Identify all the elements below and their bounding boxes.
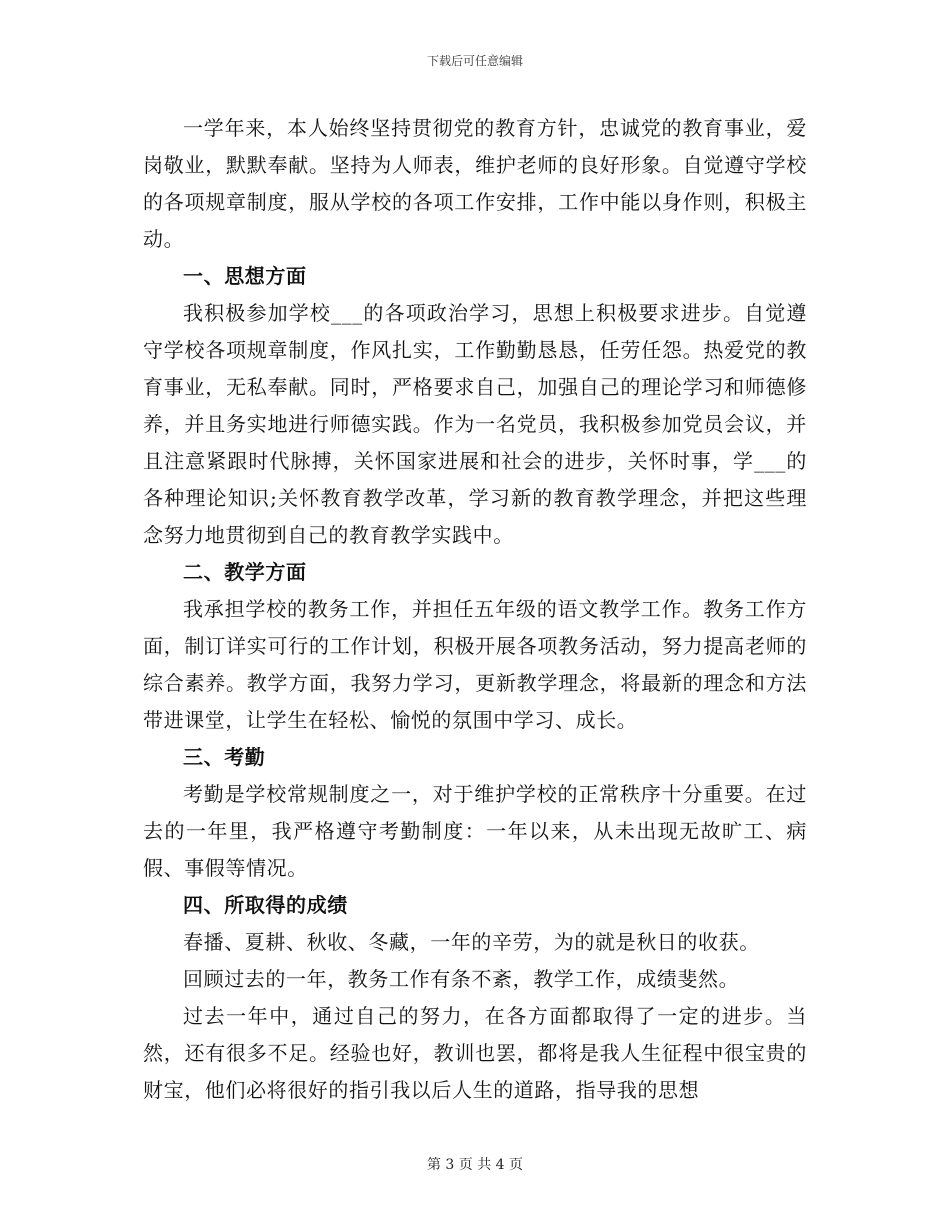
document-body	[143, 110, 807, 1109]
section-paragraph-thought: 我积极参加学校___的各项政治学习，思想上积极要求进步。自觉遵守学校各项规章制度，作风扎实，工作勤勤恳恳，任劳任怨。热爱党的教育事业，无私奉献。同时，严格要求自己，加强自己的理论学习和师德修养，并且务实地进行师德实践。作为一名党员，我积极参加党员会议，并且注意紧跟时代脉搏，关怀国家进展和社会的进步，关怀时事，学___的各种理论知识;关怀教育教学改革，学习新的教育教学理念，并把这些理念努力地贯彻到自己的教育教学实践中。	[143, 301, 807, 547]
intro-paragraph: 一学年来，本人始终坚持贯彻党的教育方针，忠诚党的教育事业，爱岗敬业，默默奉献。坚持为人师表，维护老师的良好形象。自觉遵守学校的各项规章制度，服从学校的各项工作安排，工作中能以身作则，积极主动。	[143, 116, 807, 251]
page-footer: 第 3 页 共 4 页	[426, 1157, 524, 1173]
section-paragraph-achievements-1: 春播、夏耕、秋收、冬藏，一年的辛劳，为的就是秋日的收获。	[183, 930, 760, 954]
section-heading-attendance: 三、考勤	[183, 745, 266, 769]
section-heading-thought: 一、思想方面	[183, 264, 307, 288]
section-paragraph-achievements-2: 回顾过去的一年，教务工作有条不紊，教学工作，成绩斐然。	[183, 967, 740, 991]
page-header: 下载后可任意编辑	[426, 54, 523, 68]
section-heading-achievements: 四、所取得的成绩	[183, 893, 348, 917]
section-paragraph-attendance: 考勤是学校常规制度之一，对于维护学校的正常秩序十分重要。在过去的一年里，我严格遵守考勤制度：一年以来，从未出现无故旷工、病假、事假等情况。	[143, 782, 807, 880]
section-paragraph-achievements-3: 过去一年中，通过自己的努力，在各方面都取得了一定的进步。当然，还有很多不足。经验也好，教训也罢，都将是我人生征程中很宝贵的财宝，他们必将很好的指引我以后人生的道路，指导我的思想	[143, 1004, 807, 1102]
section-paragraph-teaching: 我承担学校的教务工作，并担任五年级的语文教学工作。教务工作方面，制订详实可行的工作计划，积极开展各项教务活动，努力提高老师的综合素养。教学方面，我努力学习，更新教学理念，将最新的理念和方法带进课堂，让学生在轻松、愉悦的氛围中学习、成长。	[143, 597, 807, 732]
section-heading-teaching: 二、教学方面	[183, 560, 307, 584]
